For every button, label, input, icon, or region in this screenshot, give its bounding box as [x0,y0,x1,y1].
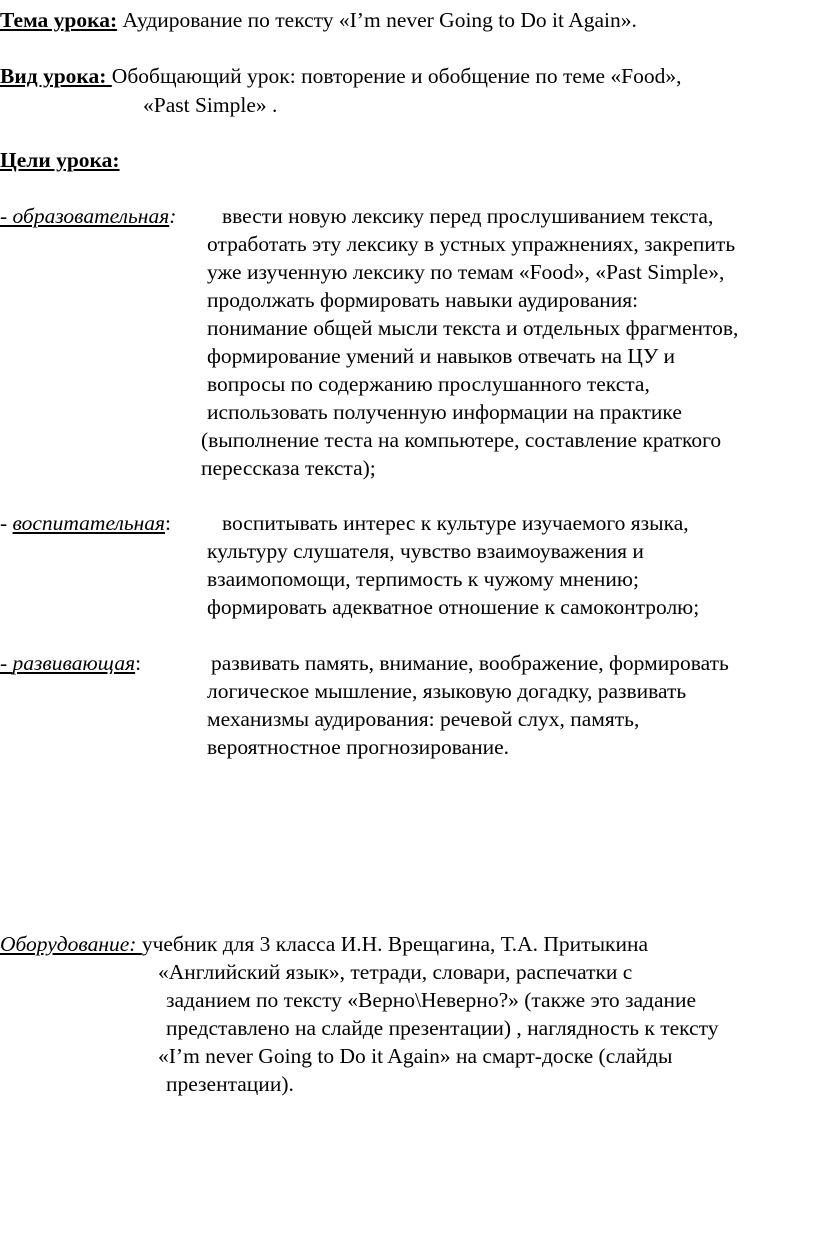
type-line-1 [0,63,682,89]
educational-line: (выполнение теста на компьютере, составление краткого [201,428,722,452]
equipment-line: «Английский язык», тетради, словари, распечатки с [158,960,633,984]
educational-line: отработать эту лексику в устных упражнениях, закрепить [207,232,736,256]
educational-line: вопросы по содержанию прослушанного текста, [207,372,650,396]
upbringing-line: воспитывать интерес к культуре изучаемого языка, [222,511,689,535]
topic-label: Тема урока: [0,8,118,32]
educational-line: ввести новую лексику перед прослушиванием текста, [222,204,714,228]
educational-line: уже изученную лексику по темам «Food», «Past Simple», [207,260,725,284]
educational-label: образовательная [12,204,170,228]
developing-line: вероятностное прогнозирование. [207,735,510,759]
developing-label: развивающая [12,651,136,675]
educational-line: пересcказа текста); [201,456,376,480]
equipment-line: учебник для 3 класса И.Н. Врещагина, Т.А. Притыкина [141,932,649,956]
educational-line: продолжать формировать навыки аудирования: [207,288,639,312]
developing-line: логическое мышление, языковую догадку, развивать [207,679,687,703]
goals-heading [0,147,120,173]
upbringing-line: формировать адекватное отношение к самоконтролю; [207,595,700,619]
equipment-line: презентации). [166,1072,294,1096]
developing-line: развивать память, внимание, воображение, формировать [211,651,729,675]
upbringing-suffix: : [165,511,172,535]
educational-line: понимание общей мысли текста и отдельных фрагментов, [207,316,739,340]
educational-line: формирование умений и навыков отвечать на ЦУ и [207,344,676,368]
developing-prefix: - [0,651,13,675]
equipment-line: заданием по тексту «Верно\Неверно?» (также это задание [166,988,697,1012]
developing-suffix: : [135,651,142,675]
topic-text: Аудирование по тексту «I’m never Going to Do it Again». [117,8,637,32]
equipment-line: «I’m never Going to Do it Again» на смарт-доске (слайды [158,1044,673,1068]
upbringing-label: воспитательная [12,511,166,535]
educational-prefix: - [0,204,13,228]
topic-line [0,7,637,33]
equipment-label: Оборудование: [0,932,142,956]
equipment-line: представлено на слайде презентации) , наглядность к тексту [166,1016,719,1040]
type-line-2: «Past Simple» . [143,93,278,117]
educational-line: использовать полученную информации на практике [207,400,682,424]
goals-heading-text: Цели урока: [0,148,120,172]
developing-line: механизмы аудирования: речевой слух, память, [207,707,640,731]
educational-label-line [0,203,176,229]
upbringing-line: взаимопомощи, терпимость к чужому мнению; [207,567,639,591]
equipment-first-line [0,931,648,957]
educational-suffix: : [169,204,177,228]
upbringing-line: культуру слушателя, чувство взаимоуважения и [207,539,644,563]
developing-label-line [0,650,141,676]
upbringing-prefix: - [0,511,13,535]
type-label: Вид урока: [0,64,112,88]
type-text-1: Обобщающий урок: повторение и обобщение по теме «Food», [111,64,682,88]
upbringing-label-line [0,510,171,536]
